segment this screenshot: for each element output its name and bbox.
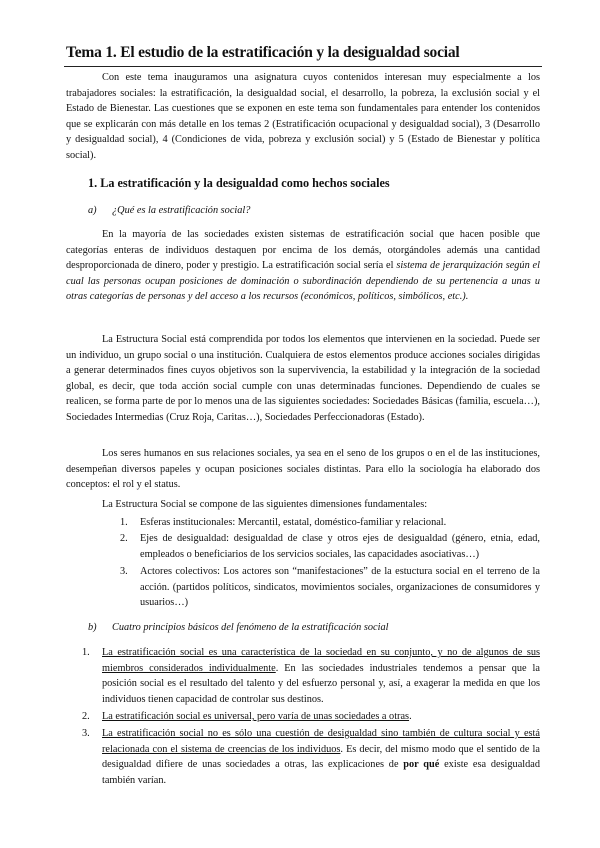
definition-paragraph — [66, 227, 540, 305]
subsection-b — [88, 622, 388, 633]
subsection-a-text: ¿Qué es la estratificación social? — [112, 205, 251, 216]
dimension-item: 2. Ejes de desigualdad: desigualdad de clase y otros ejes de desigualdad (género, etnia, edad, empleados o beneficiarios de los servicios sociales, las capacidades asociativas…) — [120, 533, 540, 560]
subsection-a — [88, 205, 250, 216]
title-rule — [64, 66, 542, 67]
emphasis-bold: por qué — [403, 759, 440, 771]
subsection-b-label: b) — [88, 622, 97, 633]
definition-text: En la mayoría de las sociedades existen sistemas de estratificación social que hacen posible que categorías enteras de individuos destaquen por encima de los demás, otorgándoles además una cantidad desproporcionada de dinero, poder y prestigio. La estratificación social sería el — [66, 229, 540, 272]
principle-underlined: La estratificación social es universal, pero varía de unas sociedades a otras — [102, 711, 410, 722]
principle-item: 3. La estratificación social no es sólo una cuestión de desigualdad sino también de cultura social y está relacionada con el sistema de creencias de los individuos. Es decir, del mismo modo que el sentido de la desigualdad difiere de unas sociedades a otras, las explicaciones de por qué existe esa desigualdad también varían. — [82, 728, 540, 786]
structure-paragraph: La Estructura Social está comprendida por todos los elementos que intervienen en la sociedad. Puede ser un individuo, un grupo social o una institución. Cualquiera de estos elementos produce acciones sociales dirigidas a generar determinados fines cuyos objetivos son la supervivencia, la estabilidad y la integración de la sociedad global, es decir, que toda acción social cumple con unas determinadas funciones. Dependiendo de cuales se realicen, se forma parte de por lo menos una de las siguientes sociedades: Sociedades Básicas (familia, escuela…), Sociedades Intermedias (Cruz Roja, Caritas…), Sociedades Perfeccionadoras (Estado). — [66, 334, 540, 423]
subsection-b-text: Cuatro principios básicos del fenómeno de la estratificación social — [112, 622, 389, 633]
principle-item: 1. La estratificación social es una característica de la sociedad en su conjunto, y no de algunos de sus miembros considerados individualmente. En las sociedades industriales tendemos a pensar que la posición social es el resultado del talento y del esfuerzo personal y, así, a exagerar la medida en que los individuos tienen capacidad de controlar sus destinos. — [82, 647, 540, 705]
subsection-a-label: a) — [88, 205, 97, 216]
document-title: Tema 1. El estudio de la estratificación y la desigualdad social — [66, 44, 460, 61]
intro-paragraph: Con este tema inauguramos una asignatura cuyos contenidos interesan muy especialmente a los trabajadores sociales: la estratificación, la desigualdad social, el desarrollo, la pobreza, la exclusión social y el Estado de Bienestar. Las cuestiones que se exponen en este tema son fundamentales para entender los contenidos que se explicarán con más detalle en los temas 2 (Estratificación ocupacional y desigualdad social), 3 (Desarrollo y desigualdad social), 4 (Condiciones de vida, pobreza y exclusión social) y 5 (Estado de Bienestar y política social). — [66, 72, 540, 161]
definition-italic-text: sistema de jerarquización según el cual las personas ocupan posiciones de dominación o subordinación dependiendo de su pertenencia a unas u otras categorías de personas y del acceso a los recursos (económicos, políticos, simbólicos, etc.). — [66, 260, 540, 303]
principle-underlined: La estratificación social no es sólo una cuestión de desigualdad sino también de cultura social y está relacionada con el sistema de creencias de los individuos — [102, 728, 540, 755]
principle-item: 2. La estratificación social es universal, pero varía de unas sociedades a otras. — [82, 711, 412, 722]
section-heading: 1. La estratificación y la desigualdad como hechos sociales — [88, 176, 390, 190]
dimensions-intro: La Estructura Social se compone de las siguientes dimensiones fundamentales: — [102, 499, 428, 510]
principle-underlined: La estratificación social es una característica de la sociedad en su conjunto, y no de algunos de sus miembros considerados individualmente — [102, 647, 540, 674]
roles-paragraph: Los seres humanos en sus relaciones sociales, ya sea en el seno de los grupos o en el de las instituciones, desempeñan diversos papeles y ocupan posiciones sociales distintas. Para ello la sociología ha elaborado dos conceptos: el rol y el status. — [66, 448, 540, 491]
dimension-item: 1. Esferas institucionales: Mercantil, estatal, doméstico-familiar y relacional. — [120, 517, 447, 528]
dimension-item: 3. Actores colectivos: Los actores son “manifestaciones” de la estuctura social en el terreno de la acción. (partidos políticos, sindicatos, movimientos sociales, organizaciones de consumidores y usuarios…) — [120, 566, 540, 609]
